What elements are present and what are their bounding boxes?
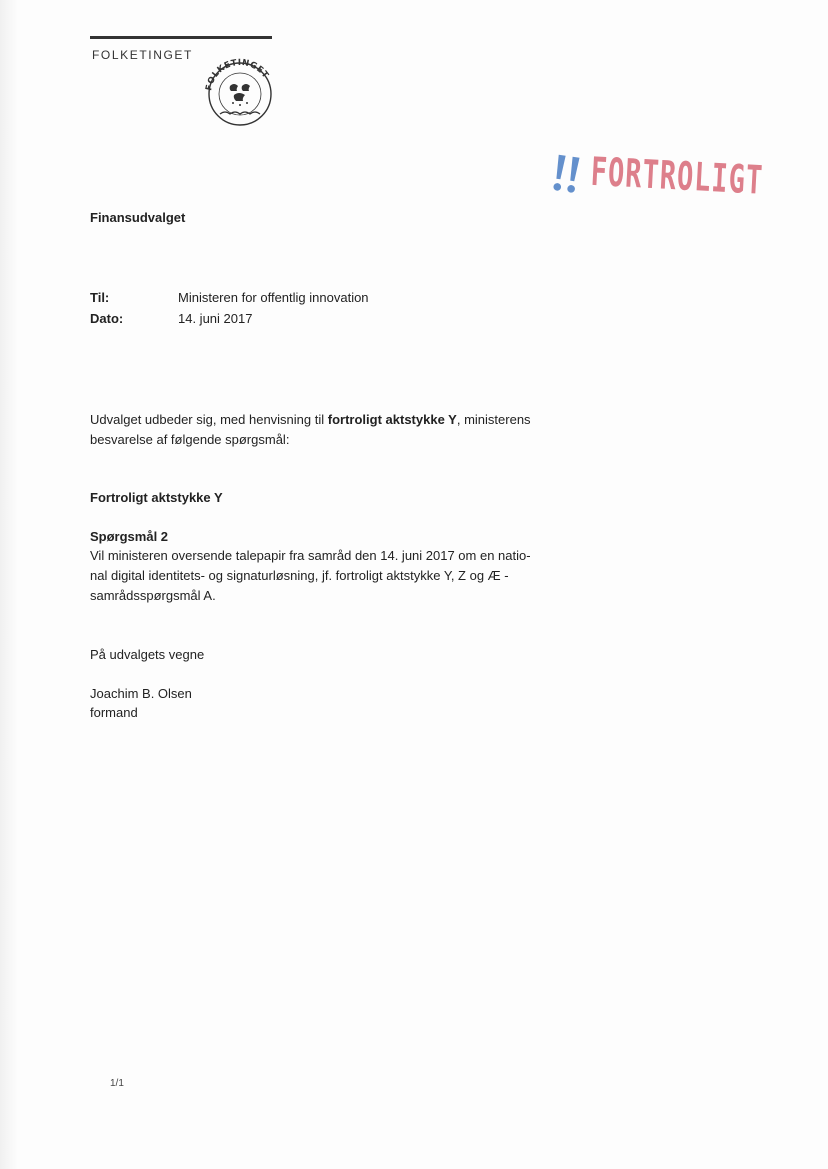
recipient-value: Ministeren for offentlig innovation [178,290,369,305]
date-row [90,311,252,326]
date-value: 14. juni 2017 [178,311,253,326]
on-behalf-text: På udvalgets vegne [90,647,205,662]
page-number: 1/1 [110,1078,124,1089]
intro-text-part2: , ministerens besvarelse af følgende spørgsmål: [90,412,531,447]
recipient-row [90,290,369,305]
question-line-2: nal digital identitets- og signaturløsning, jf. fortroligt aktstykke Y, Z og Æ - [90,568,509,583]
signatory-name: Joachim B. Olsen [90,686,192,701]
intro-text-part1: Udvalget udbeder sig, med henvisning til [90,412,328,427]
scan-edge-shadow [0,0,18,1169]
seal-lettering: FOLKETINGET [204,58,271,92]
folketinget-seal-icon [198,58,282,126]
recipient-label: Til: [90,290,110,305]
intro-paragraph [90,410,570,450]
question-line-1: Vil ministeren oversende talepapir fra samråd den 14. juni 2017 om en natio- [90,548,531,563]
signatory-role: formand [90,705,138,720]
intro-bold-reference: fortroligt aktstykke Y [327,412,457,427]
org-name: FOLKETINGET [92,48,193,62]
header-rule [90,36,272,39]
committee-name: Finansudvalget [90,210,186,225]
date-label: Dato: [90,311,124,326]
confidential-stamp-text: FORTROLIGT [589,150,765,204]
question-title: Spørgsmål 2 [90,529,169,544]
question-line-3: samrådsspørgsmål A. [90,588,216,603]
section-title: Fortroligt aktstykke Y [90,490,223,505]
